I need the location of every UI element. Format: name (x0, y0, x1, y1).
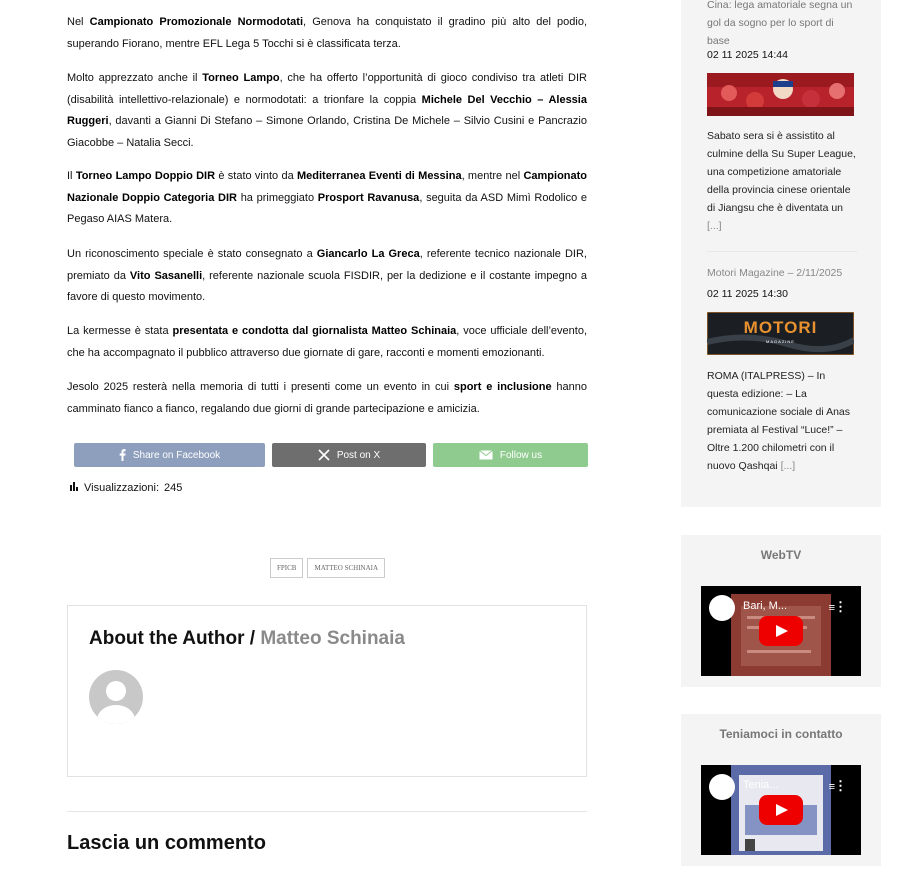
bold-text: Campionato Promozionale Normodotati (89, 16, 303, 28)
article-paragraph (67, 12, 587, 55)
news-date: 02 11 2025 14:44 (707, 49, 788, 61)
share-bar (74, 443, 588, 467)
more-options-icon[interactable]: ⋮ (834, 599, 847, 614)
author-box (67, 605, 587, 777)
divider (707, 251, 857, 252)
tag-link[interactable]: MATTEO SCHINAIA (307, 558, 385, 578)
follow-us-button[interactable] (433, 443, 588, 467)
share-facebook-button[interactable] (74, 443, 265, 467)
excerpt-text: ROMA (ITALPRESS) – In questa edizione: – La comunicazione sociale di Anas premiata al Festival “Luce!” – Oltre 1.200 chilometri con il nuovo Qashqai (707, 370, 851, 472)
widget-title: WebTV (760, 548, 802, 562)
motori-logo-subtitle: MAGAZINE (766, 339, 795, 344)
video-title[interactable]: Bari, M... (743, 600, 788, 612)
play-button[interactable] (759, 795, 803, 825)
envelope-icon (479, 450, 493, 460)
sidebar-news-widget (681, 0, 881, 507)
bold-text: Torneo Lampo (202, 72, 280, 84)
article-paragraph (67, 377, 587, 420)
bold-text: Giancarlo La Greca (316, 248, 420, 260)
text: , seguita da ASD Mimì Rodolico e Pegaso AIAS Matera. (67, 191, 587, 225)
bold-text: Vito Sasanelli (129, 269, 203, 282)
text: , voce ufficiale dell’evento, che ha accompagnato il pubblico attraverso due giornate di gare, racconti e momenti emozionanti. (67, 325, 587, 359)
news-thumbnail[interactable] (707, 312, 854, 355)
text: , mentre nel (461, 170, 524, 182)
article-paragraph (67, 321, 587, 364)
bold-text: Prosport Ravanusa (317, 191, 420, 204)
text: è stato vinto da (215, 170, 297, 182)
read-more-link[interactable]: [...] (707, 220, 722, 232)
text: Molto apprezzato anche il (67, 72, 203, 84)
bold-text: presentata e condotta dal giornalista Matteo Schinaia (172, 325, 457, 337)
text: , che ha offerto l’opportunità di gioco condiviso tra atleti DIR (disabilità intellettivo-relazionale) e normodotati: a trionfare la coppia (67, 72, 587, 106)
news-date: 02 11 2025 14:30 (707, 288, 788, 300)
news-excerpt[interactable] (707, 127, 857, 235)
text: , referente nazionale scuola FISDIR, per la dedizione e il costante impegno a favore di questo movimento. (67, 269, 587, 303)
text: , davanti a Gianni Di Stefano – Simone Orlando, Cristina De Michele – Silvio Cusini e Pancrazio Giacobbe – Natalia Secci. (67, 115, 587, 149)
bold-text: sport e inclusione (453, 381, 552, 393)
more-options-icon[interactable]: ⋮ (834, 778, 847, 793)
share-facebook-label: Share on Facebook (132, 449, 221, 461)
bold-text: Mediterranea Eventi di Messina (297, 170, 462, 182)
text: Il (67, 170, 76, 182)
tag-list (270, 558, 385, 578)
x-logo-icon (318, 449, 330, 461)
text: ha primeggiato (237, 191, 318, 204)
facebook-icon (119, 449, 126, 461)
news-excerpt[interactable] (707, 367, 857, 475)
text: , referente tecnico nazionale DIR, premiato da (67, 248, 587, 282)
channel-logo[interactable] (709, 595, 735, 621)
video-title[interactable]: Tenia... (743, 779, 779, 791)
article-paragraph (67, 68, 587, 154)
webtv-widget (681, 535, 881, 687)
text: Jesolo 2025 resterà nella memoria di tutti i presenti come un evento in cui (67, 381, 454, 393)
playlist-icon[interactable]: ≡ (828, 781, 835, 793)
author-heading (89, 628, 405, 650)
news-thumbnail[interactable] (707, 73, 854, 116)
read-more-link[interactable]: [...] (780, 460, 796, 472)
article-paragraph (67, 244, 587, 309)
bold-text: Torneo Lampo Doppio DIR (75, 170, 216, 182)
text: Un riconoscimento speciale è stato consegnato a (67, 248, 317, 260)
views-label: Visualizzazioni: (84, 481, 160, 494)
news-source[interactable]: Motori Magazine – 2/11/2025 (707, 267, 843, 279)
avatar (89, 670, 143, 724)
text: Nel (67, 16, 90, 28)
view-counter (69, 481, 182, 494)
post-on-x-label: Post on X (336, 449, 381, 461)
text: , Genova ha conquistato il gradino più alto del podio, superando Fiorano, mentre EFL Lega 5 Tocchi si è classificata terza. (67, 16, 587, 50)
bold-text: Campionato Nazionale Doppio Categoria DIR (67, 170, 588, 204)
youtube-video-player[interactable] (701, 765, 861, 855)
views-count: 245 (164, 481, 183, 494)
tag-link[interactable]: FPICB (270, 558, 303, 578)
play-button[interactable] (759, 616, 803, 646)
youtube-video-player[interactable] (701, 586, 861, 676)
playlist-icon[interactable]: ≡ (828, 602, 835, 614)
follow-us-label: Follow us (499, 449, 543, 461)
widget-title: Teniamoci in contatto (719, 727, 843, 741)
comments-heading: Lascia un commento (67, 832, 266, 854)
bold-text: Michele Del Vecchio – Alessia Ruggeri (67, 93, 587, 127)
excerpt-text: Sabato sera si è assistito al culmine della Su Super League, una competizione amatoriale della provincia cinese orientale di Jiangsu che è diventata un (707, 130, 856, 214)
author-heading-label: About the Author / (89, 628, 256, 649)
text: La kermesse è stata (67, 325, 173, 337)
bar-chart-icon (69, 481, 79, 494)
post-on-x-button[interactable] (272, 443, 426, 467)
author-name-link[interactable]: Matteo Schinaia (260, 628, 405, 649)
contact-widget (681, 714, 881, 866)
text: hanno camminato fianco a fianco, regalando due giorni di grande partecipazione e amicizia. (67, 381, 587, 415)
article-paragraph (67, 166, 587, 231)
channel-logo[interactable] (709, 774, 735, 800)
divider (67, 811, 587, 812)
news-excerpt[interactable]: Cina: lega amatoriale segna un gol da sogno per lo sport di base (707, 0, 853, 47)
motori-logo: MOTORI (743, 318, 818, 337)
